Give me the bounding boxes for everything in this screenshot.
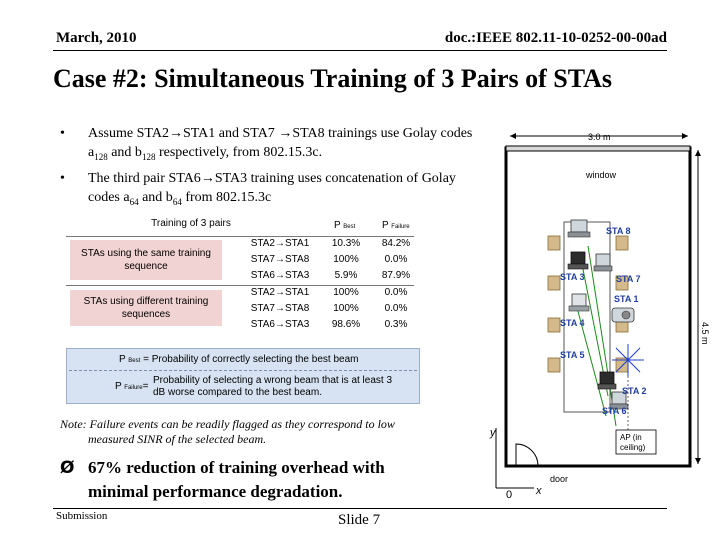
- slide-number: Slide 7: [338, 512, 381, 528]
- bullet-text: STA3 training uses concatenation of Golay codes a: [88, 170, 456, 205]
- subscript: 64: [129, 196, 139, 207]
- bullet-text: and b: [107, 145, 142, 160]
- station-label: STA 4: [560, 318, 585, 328]
- station-label: STA 1: [614, 294, 639, 304]
- bullet-text: STA1 and STA7: [182, 126, 279, 141]
- bullet-text: The third pair STA6: [88, 170, 201, 186]
- bullet-dot: •: [60, 126, 65, 141]
- note-line: Note: Failure events can be readily flagged as they correspond to low: [60, 417, 395, 431]
- subscript: 64: [172, 196, 182, 207]
- table-cell-best: 10.3%: [331, 238, 361, 249]
- projector-icon: [612, 308, 634, 322]
- window-strip: [506, 146, 690, 151]
- legend-sub: Best: [128, 358, 141, 364]
- table-cell-best: 100%: [333, 287, 359, 298]
- laptop-icon: [568, 252, 588, 269]
- bullet-text: respectively, from 802.15.3c.: [155, 145, 323, 160]
- bullet-text: Assume STA2: [88, 126, 169, 141]
- legend-failure: [115, 375, 392, 399]
- station-label: STA 5: [560, 350, 585, 360]
- results-table: [66, 214, 414, 334]
- ap-beam-icon: [612, 344, 644, 376]
- bullet-list: [60, 124, 480, 214]
- arrowhead-icon: [695, 150, 701, 156]
- table-cell-fail: 0.0%: [384, 254, 408, 265]
- arrowhead-icon: [695, 458, 701, 464]
- bullet-text: and b: [138, 189, 173, 205]
- arrow-icon: →: [278, 126, 293, 141]
- col-header-p-failure: [382, 220, 410, 231]
- col-header-p-best: [334, 220, 355, 231]
- station-label: STA 7: [616, 274, 641, 284]
- laptop-icon: [568, 220, 590, 237]
- table-cell-best: 5.9%: [334, 270, 358, 281]
- table-cell-pair: STA6→STA3: [250, 270, 310, 281]
- table-cell-fail: 0.3%: [384, 319, 408, 330]
- bullet-text: STA8 trainings use Golay codes a: [88, 126, 473, 160]
- station-label: STA 6: [602, 406, 627, 416]
- legend-text: = Probability of correctly selecting the best beam: [140, 354, 359, 365]
- bullet-text: from 802.15.3c: [181, 189, 272, 205]
- header-doc-id: doc.:IEEE 802.11-10-0252-00-00ad: [444, 30, 667, 46]
- window-label: window: [586, 170, 617, 180]
- legend-best: [119, 354, 358, 365]
- room-diagram-svg: [476, 126, 712, 502]
- slide-title: Case #2: Simultaneous Training of 3 Pairs of STAs: [53, 64, 613, 93]
- arrow-icon: →: [200, 170, 215, 186]
- door-label: door: [550, 474, 569, 484]
- header-date: March, 2010: [56, 30, 137, 46]
- arrowhead-icon: [682, 133, 688, 139]
- ap-label: AP (in: [620, 433, 642, 442]
- width-label: 3.0 m: [588, 132, 611, 142]
- laptop-icon: [598, 372, 616, 389]
- table-cell-pair: STA7→STA8: [250, 303, 310, 314]
- footer-divider: [53, 508, 667, 509]
- legend-sub: Failure: [124, 385, 143, 391]
- table-cell-best: 100%: [333, 303, 359, 314]
- table-cell-pair: STA2→STA1: [250, 238, 310, 249]
- col-header-symbol: P: [334, 220, 341, 231]
- table-heading: Training of 3 pairs: [151, 218, 231, 229]
- bullet-dot: •: [60, 170, 65, 186]
- station-label: STA 8: [606, 226, 631, 236]
- conclusion-line: minimal performance degradation.: [88, 482, 343, 501]
- header-divider: [53, 50, 667, 51]
- group-label-different: STAs using different training sequences: [70, 290, 222, 326]
- probability-legend: [66, 348, 420, 404]
- legend-failure-symbol: P Failure=: [115, 381, 149, 392]
- station-label: STA 3: [560, 272, 585, 282]
- subscript: 128: [141, 151, 156, 162]
- bullet-item-2: [60, 169, 480, 212]
- legend-symbol: P: [115, 381, 122, 392]
- failure-note: [60, 417, 480, 447]
- arrow-icon: →: [168, 126, 183, 141]
- legend-symbol: P: [119, 354, 126, 365]
- table-cell-pair: STA6→STA3: [250, 319, 310, 330]
- table-cell-fail: 84.2%: [381, 238, 411, 249]
- table-cell-fail: 0.0%: [384, 303, 408, 314]
- col-header-sub: Failure: [391, 224, 410, 230]
- legend-text: Probability of selecting a wrong beam that is at least 3: [153, 375, 393, 386]
- conclusion-line: 67% reduction of training overhead with: [88, 458, 385, 477]
- room-diagram: [476, 126, 712, 502]
- station-label: STA 2: [622, 386, 647, 396]
- table-cell-fail: 87.9%: [381, 270, 411, 281]
- y-axis-label: y: [490, 427, 496, 439]
- laptop-icon: [569, 294, 589, 311]
- table-cell-pair: STA2→STA1: [250, 287, 310, 298]
- x-axis-label: x: [536, 485, 542, 497]
- arrowhead-icon: [510, 133, 516, 139]
- legend-text: dB worse compared to the best beam.: [153, 387, 322, 398]
- table-cell-fail: 0.0%: [384, 287, 408, 298]
- table-cell-best: 98.6%: [331, 319, 361, 330]
- col-header-sub: Best: [343, 224, 356, 230]
- note-line: measured SINR of the selected beam.: [88, 432, 267, 446]
- group-label-same: STAs using the same training sequence: [70, 240, 222, 280]
- col-header-symbol: P: [382, 220, 389, 231]
- laptop-icon: [594, 254, 612, 271]
- origin-label: 0: [506, 489, 513, 501]
- table-cell-pair: STA7→STA8: [250, 254, 310, 265]
- subscript: 128: [94, 151, 108, 162]
- footer-submission: Submission: [56, 510, 108, 522]
- height-label: 4.5 m: [700, 322, 710, 345]
- arrow-bullet-icon: Ø: [60, 458, 75, 478]
- conclusion: [60, 456, 480, 504]
- legend-separator: [69, 370, 417, 371]
- table-cell-best: 100%: [333, 254, 359, 265]
- ap-label: ceiling): [620, 443, 646, 452]
- bullet-item-1: [60, 124, 480, 167]
